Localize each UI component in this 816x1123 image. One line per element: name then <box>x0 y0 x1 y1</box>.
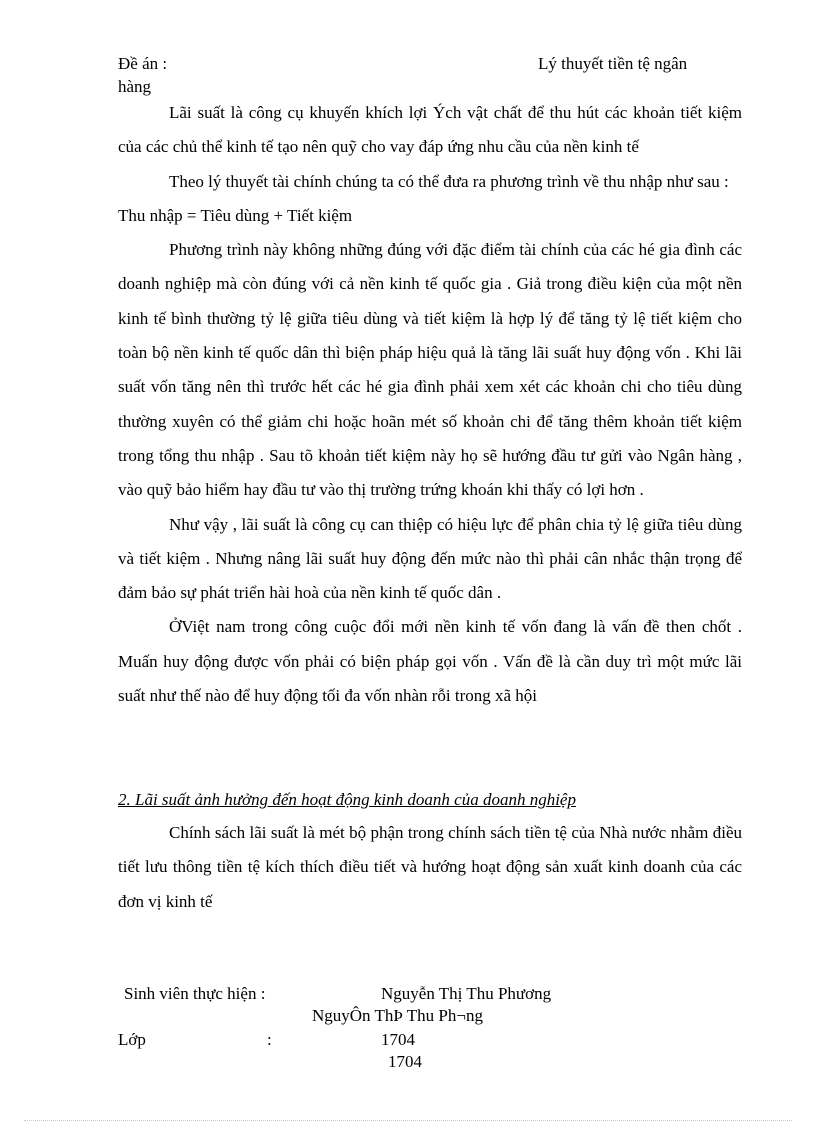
header-wrap: hàng <box>118 77 152 96</box>
paragraph-2: Theo lý thuyết tài chính chúng ta có thể đưa ra phương trình về thu nhập như sau : <box>169 171 729 191</box>
student-name: Nguyễn Thị Thu Phương <box>381 984 552 1003</box>
equation: Thu nhập = Tiêu dùng + Tiết kiệm <box>118 205 353 225</box>
paragraph-4: Như vậy , lãi suất là công cụ can thiệp có hiệu lực để phân chia tỷ lệ giữa tiêu dùng và tiết kiệm . Nhưng nâng lãi suất huy động đến mức nào thì phải cân nhắc thận trọng để đảm bảo sự phát triển hài hoà của nền kinh tế quốc dân . <box>118 514 742 603</box>
class-colon: : <box>267 1030 272 1049</box>
class-value: 1704 <box>381 1030 415 1049</box>
student-label: Sinh viên thực hiện : <box>124 984 266 1003</box>
paragraph-3: Phương trình này không những đúng với đặc điểm tài chính của các hé gia đình các doanh nghiệp mà còn đúng với cả nền kinh tế quốc gia . Giả trong điều kiện của một nền kinh tế bình thường tỷ lệ giữa tiêu dùng và tiết kiệm là hợp lý để tăng tỷ lệ tiết kiệm cho toàn bộ nền kinh tế quốc dân thì biện pháp hiệu quả là tăng lãi suất huy động vốn . Khi lãi suất vốn tăng nên thì trước hết các hé gia đình phải xem xét các khoản chi cho tiêu dùng thường xuyên có thể giảm chi hoặc hoãn mét số khoản chi để tăng thêm khoản tiết kiệm trong tổng thu nhập . Sau tõ khoản tiết kiệm này họ sẽ hướng đầu tư gửi vào Ngân hàng , vào quỹ bảo hiểm hay đầu tư vào thị trường trứng khoán khi thấy có lợi hơn . <box>118 240 742 500</box>
section-heading: 2. Lãi suất ảnh hưởng đến hoạt động kinh doanh của doanh nghiệp <box>118 790 576 809</box>
paragraph-5: ỞViệt nam trong công cuộc đổi mới nền kinh tế vốn đang là vấn đề then chốt . Muấn huy động được vốn phải có biện pháp gọi vốn . Vấn đề là cần duy trì một mức lãi suất như thế nào để huy động tối đa vốn nhàn rỗi trong xã hội <box>118 617 742 706</box>
class-label: Lớp <box>118 1030 146 1049</box>
header-right: Lý thuyết tiền tệ ngân <box>538 54 688 73</box>
header-left: Đề án : <box>118 54 168 73</box>
page-bottom-divider <box>24 1120 792 1121</box>
paragraph-6: Chính sách lãi suất là mét bộ phận trong chính sách tiền tệ của Nhà nước nhằm điều tiết lưu thông tiền tệ kích thích điều tiết và hướng hoạt động sản xuất kinh doanh của các đơn vị kinh tế <box>118 823 742 911</box>
class-value-repeat: 1704 <box>388 1052 422 1071</box>
document-body-2 <box>118 816 742 919</box>
paragraph-1: Lãi suất là công cụ khuyến khích lợi Ých vật chất để thu hút các khoản tiết kiệm của các chủ thể kinh tế tạo nên quỹ cho vay đáp ứng nhu cầu của nền kinh tế <box>118 103 742 157</box>
document-body <box>118 96 742 713</box>
student-name-garbled: NguyÔn ThÞ Thu Ph¬ng <box>312 1006 483 1025</box>
